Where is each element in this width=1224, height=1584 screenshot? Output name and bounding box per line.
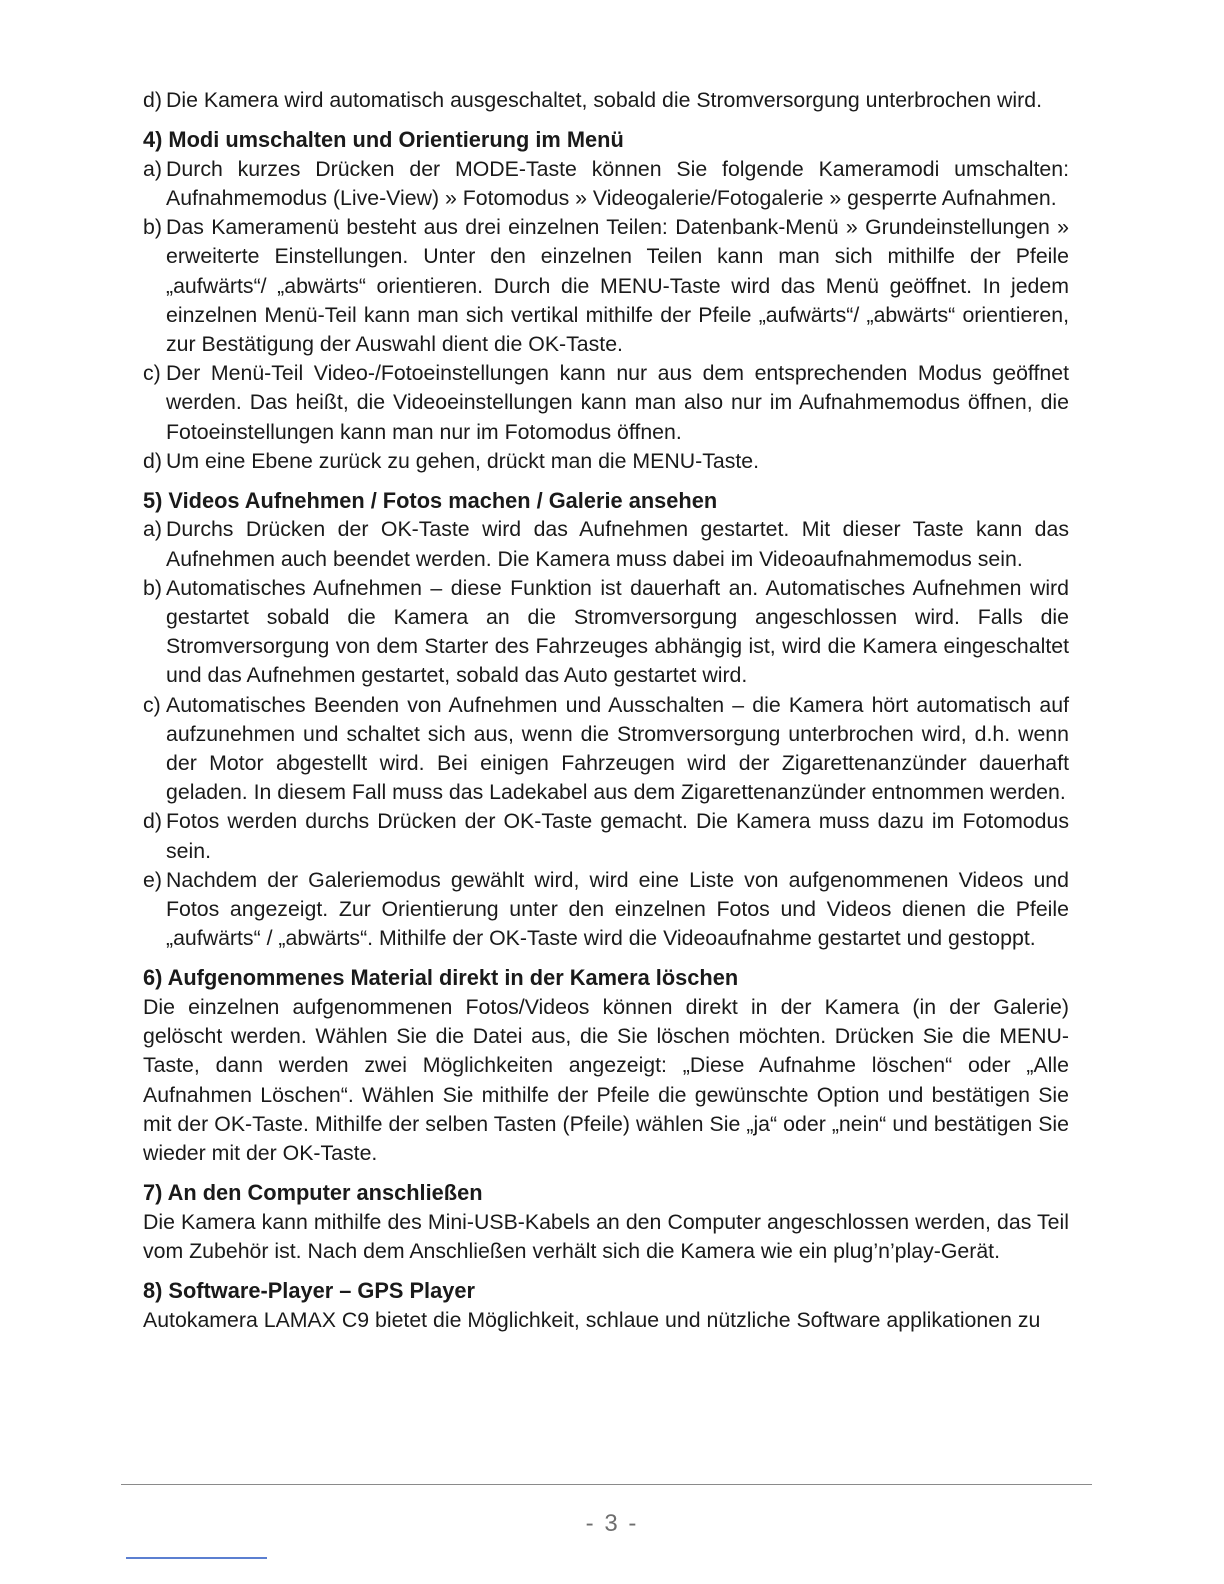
section-heading: 4) Modi umschalten und Orientierung im Menü [143,127,624,153]
list-item-label: a) [143,156,162,181]
list-item [143,866,1069,954]
list-item-text: Die Kamera wird automatisch ausgeschaltet, sobald die Stromversorgung unterbrochen wird. [166,88,1042,112]
section-paragraph: Die einzelnen aufgenommenen Fotos/Videos können direkt in der Kamera (in der Galerie) gelöscht werden. Wählen Sie die Datei aus, die Sie löschen möchten. Drücken Sie die MENU-Taste, dann werden zwei Möglichkeiten angezeigt: „Diese Aufnahme löschen“ oder „Alle Aufnahmen Löschen“. Wählen Sie mithilfe der Pfeile die gewünschte Option und bestätigen Sie mit der OK-Taste. Mithilfe der selben Tasten (Pfeile) wählen Sie „ja“ oder „nein“ und bestätigen Sie wieder mit der OK-Taste. [143,994,1069,1165]
section-paragraph: Autokamera LAMAX C9 bietet die Möglichkeit, schlaue und nützliche Software applikationen zu [143,1307,1041,1332]
footnote-rule [126,1557,267,1559]
page-number: - 3 - [585,1510,639,1537]
list-item-label: c) [143,692,161,717]
list-item-label: b) [143,575,162,600]
list-item-label: e) [143,867,162,892]
list-item [143,359,1069,447]
list-item-text: Durchs Drücken der OK-Taste wird das Aufnehmen gestartet. Mit dieser Taste kann das Aufnehmen auch beendet werden. Die Kamera muss dabei im Videoaufnahmemodus sein. [166,517,1069,571]
section-heading: 7) An den Computer anschließen [143,1180,483,1206]
list-item [143,213,1069,359]
list-item-label: d) [143,809,162,834]
list-item [143,86,1069,115]
list-item-text: Das Kameramenü besteht aus drei einzelnen Teilen: Datenbank-Menü » Grundeinstellungen » erweiterte Einstellungen. Unter den einzelnen Teilen kann man sich mithilfe der Pfeile „aufwärts“/ „abwärts“ orientieren. Durch die MENU-Taste wird das Menü geöffnet. In jedem einzelnen Menü-Teil kann man sich vertikal mithilfe der Pfeile „aufwärts“/ „abwärts“ orientieren, zur Bestätigung der Auswahl dient die OK-Taste. [166,215,1069,356]
list-item-label: c) [143,361,161,386]
list-item [143,515,1069,573]
list-item-label: d) [143,448,162,473]
list-item [143,807,1069,865]
list-item-text: Automatisches Beenden von Aufnehmen und Ausschalten – die Kamera hört automatisch auf aufzunehmen und schaltet sich aus, wenn die Stromversorgung unterbrochen wird, d.h. wenn der Motor abgestellt wird. Bei einigen Fahrzeugen wird der Zigarettenanzünder dauerhaft geladen. In diesem Fall muss das Ladekabel aus dem Zigarettenanzünder entnommen werden. [166,692,1069,805]
list-item-text: Der Menü-Teil Video-/Fotoeinstellungen kann nur aus dem entsprechenden Modus geöffnet werden. Das heißt, die Videoeinstellungen kann man also nur im Aufnahmemodus öffnen, die Fotoeinstellungen kann man nur im Fotomodus öffnen. [166,361,1069,444]
list-item-label: b) [143,215,162,240]
footer-divider [121,1484,1092,1485]
list-item-text: Fotos werden durchs Drücken der OK-Taste gemacht. Die Kamera muss dazu im Fotomodus sein. [166,809,1069,863]
section-heading: 6) Aufgenommenes Material direkt in der Kamera löschen [143,965,739,991]
list-item [143,691,1069,808]
list-item-label: a) [143,517,162,542]
list-item-label: d) [143,88,162,112]
section-heading: 8) Software-Player – GPS Player [143,1278,475,1304]
list-item-text: Automatisches Aufnehmen – diese Funktion ist dauerhaft an. Automatisches Aufnehmen wird gestartet sobald die Kamera an die Stromversorgung angeschlossen wird. Falls die Stromversorgung von dem Starter des Fahrzeuges abhängig ist, wird die Kamera eingeschaltet und das Aufnehmen gestartet, sobald das Auto gestartet wird. [166,575,1069,688]
list-item-text: Um eine Ebene zurück zu gehen, drückt man die MENU-Taste. [166,448,760,473]
list-item-text: Durch kurzes Drücken der MODE-Taste können Sie folgende Kameramodi umschalten: Aufnahmemodus (Live-View) » Fotomodus » Videogalerie/Fotogalerie » gesperrte Aufnahmen. [166,156,1069,210]
document-body [143,86,1069,1335]
section-paragraph: Die Kamera kann mithilfe des Mini-USB-Kabels an den Computer angeschlossen werden, das Teil vom Zubehör ist. Nach dem Anschließen verhält sich die Kamera wie ein plug’n’play-Gerät. [143,1209,1069,1263]
list-item-text: Nachdem der Galeriemodus gewählt wird, wird eine Liste von aufgenommenen Videos und Fotos angezeigt. Zur Orientierung unter den einzelnen Fotos und Videos dienen die Pfeile „aufwärts“ / „abwärts“. Mithilfe der OK-Taste wird die Videoaufnahme gestartet und gestoppt. [166,867,1069,951]
list-item [143,574,1069,691]
list-item [143,155,1069,213]
list-item [143,447,1069,476]
section-heading: 5) Videos Aufnehmen / Fotos machen / Galerie ansehen [143,487,718,513]
